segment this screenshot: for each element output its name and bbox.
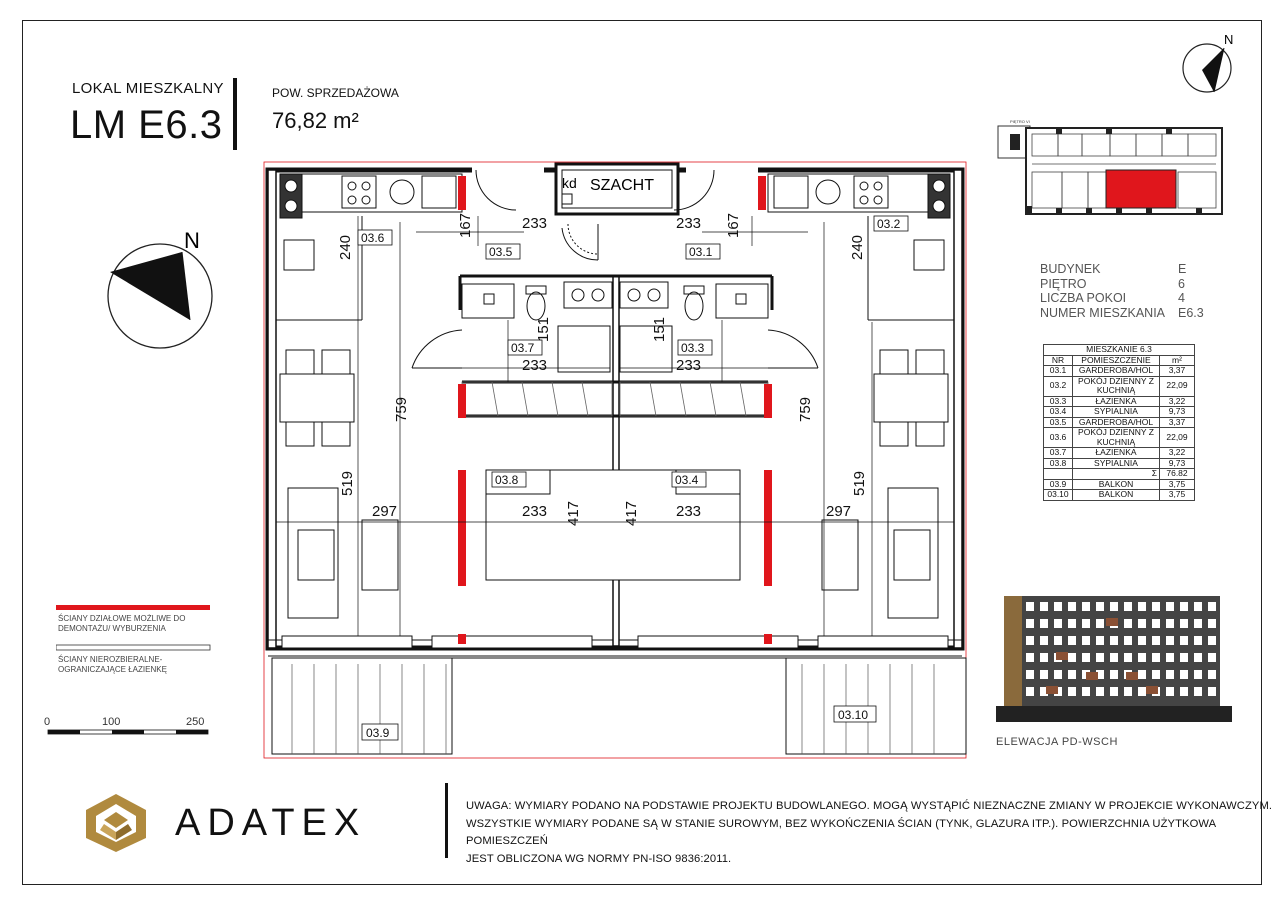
table-header: POMIESZCZENIE bbox=[1073, 355, 1160, 366]
area-value: 76,82 m² bbox=[272, 108, 359, 133]
brand-name: ADATEX bbox=[175, 802, 367, 844]
room-tag: 03.4 bbox=[675, 473, 699, 487]
dimension-label: 167 bbox=[457, 212, 474, 238]
info-key: BUDYNEK bbox=[1040, 262, 1101, 276]
note-line: UWAGA: WYMIARY PODANO NA PODSTAWIE PROJEKTU BUDOWLANEGO. MOGĄ WYSTĄPIĆ NIEZNACZNE ZMIANY W PROJEKCIE WYKONAWCZYM. bbox=[466, 800, 1273, 812]
table-row: 03.5 GARDEROBA/HOL 3,37 bbox=[1044, 417, 1195, 428]
info-value: 4 bbox=[1178, 291, 1185, 305]
dimension-label: 233 bbox=[676, 503, 702, 520]
header-divider bbox=[233, 78, 237, 150]
room-table bbox=[1043, 344, 1195, 501]
dimension-label: 240 bbox=[337, 234, 354, 260]
table-row: 03.10 BALKON 3,75 bbox=[1044, 490, 1195, 501]
room-tag: 03.1 bbox=[689, 245, 713, 259]
info-key: LICZBA POKOI bbox=[1040, 291, 1127, 305]
scale-tick: 0 bbox=[44, 716, 51, 728]
shaft-label: SZACHT bbox=[590, 177, 654, 194]
scale-tick: 100 bbox=[102, 716, 121, 728]
dimension-label: 167 bbox=[725, 212, 742, 238]
room-tag: 03.9 bbox=[366, 726, 390, 740]
table-row: 03.6 POKÓJ DZIENNY Z KUCHNIĄ 22,09 bbox=[1044, 428, 1195, 448]
scale-tick: 250 bbox=[186, 716, 205, 728]
adatex-logo-icon bbox=[80, 792, 152, 854]
note-line: WSZYSTKIE WYMIARY PODANE SĄ W STANIE SUROWYM, BEZ WYKOŃCZENIA ŚCIAN (TYNK, GLAZURA ITP.). POWIERZCHNIA UŻYTKOWA POMIESZCZEŃ bbox=[466, 817, 1216, 847]
table-row: 03.8 SYPIALNIA 9,73 bbox=[1044, 458, 1195, 469]
floor-plan bbox=[262, 160, 970, 760]
info-value: E6.3 bbox=[1178, 305, 1204, 320]
legend-outline-swatch bbox=[56, 645, 210, 650]
dimension-label: 759 bbox=[393, 396, 410, 422]
dimension-label: 759 bbox=[797, 396, 814, 422]
room-tag: 03.2 bbox=[877, 217, 901, 231]
dimension-label: 233 bbox=[522, 215, 548, 232]
room-tag: 03.7 bbox=[511, 341, 535, 355]
dimension-label: 233 bbox=[522, 357, 548, 374]
info-value: E bbox=[1178, 262, 1187, 276]
unit-code: LM E6.3 bbox=[70, 103, 223, 147]
shaft-kd-label: kd bbox=[562, 175, 577, 191]
dimension-label: 233 bbox=[676, 357, 702, 374]
dimension-label: 233 bbox=[676, 215, 702, 232]
table-row: 03.3 ŁAZIENKA 3,22 bbox=[1044, 396, 1195, 407]
legend-outline-label: ŚCIANY NIEROZBIERALNE-OGRANICZAJĄCE ŁAZIENKĘ bbox=[58, 655, 167, 674]
north-arrow-icon bbox=[1202, 48, 1224, 92]
dimension-label: 297 bbox=[826, 503, 852, 520]
key-plan bbox=[996, 116, 1226, 222]
legend-red-label: ŚCIANY DZIAŁOWE MOŻLIWE DO DEMONTAŻU/ WYBURZENIA bbox=[58, 614, 186, 633]
room-tag: 03.8 bbox=[495, 473, 519, 487]
table-title: MIESZKANIE 6.3 bbox=[1044, 345, 1195, 356]
table-header: m² bbox=[1160, 355, 1195, 366]
info-key: NUMER MIESZKANIA bbox=[1040, 305, 1166, 320]
room-tag: 03.3 bbox=[681, 341, 705, 355]
north-arrow-icon bbox=[110, 252, 190, 320]
key-plan-highlight bbox=[1106, 170, 1176, 208]
dimension-label: 240 bbox=[849, 234, 866, 260]
dimension-label: 233 bbox=[522, 503, 548, 520]
north-arrow-large bbox=[96, 222, 226, 352]
dimension-label: 151 bbox=[535, 316, 552, 342]
footer-divider bbox=[445, 783, 448, 858]
dimension-label: 417 bbox=[623, 500, 640, 526]
table-row: 03.2 POKÓJ DZIENNY Z KUCHNIĄ 22,09 bbox=[1044, 376, 1195, 396]
table-row: 03.7 ŁAZIENKA 3,22 bbox=[1044, 448, 1195, 459]
disclaimer-notes bbox=[466, 798, 1280, 868]
legend-red-swatch bbox=[56, 605, 210, 610]
north-label: N bbox=[1224, 32, 1234, 47]
dimension-label: 297 bbox=[372, 503, 398, 520]
key-plan-label: PIĘTRO VI bbox=[1010, 119, 1030, 124]
scale-bar bbox=[44, 712, 214, 738]
table-row: 03.4 SYPIALNIA 9,73 bbox=[1044, 407, 1195, 418]
table-row: 03.1 GARDEROBA/HOL 3,37 bbox=[1044, 366, 1195, 377]
info-key: PIĘTRO bbox=[1040, 276, 1087, 291]
room-tag: 03.10 bbox=[838, 708, 869, 722]
party-wall bbox=[613, 276, 619, 646]
note-line: JEST OBLICZONA WG NORMY PN-ISO 9836:2011. bbox=[466, 852, 732, 865]
area-label: POW. SPRZEDAŻOWA bbox=[272, 86, 399, 100]
dimension-label: 151 bbox=[651, 316, 668, 342]
unit-info bbox=[1040, 262, 1204, 320]
north-label: N bbox=[184, 228, 200, 253]
dimension-label: 519 bbox=[339, 470, 356, 496]
table-sum-row: Σ 76.82 bbox=[1044, 469, 1195, 480]
dimension-label: 519 bbox=[851, 470, 868, 496]
elevation-thumbnail bbox=[996, 594, 1232, 734]
north-arrow-small bbox=[1180, 30, 1242, 96]
info-value: 6 bbox=[1178, 276, 1185, 291]
dimension-label: 417 bbox=[565, 500, 582, 526]
room-tag: 03.6 bbox=[361, 231, 385, 245]
unit-type-label: LOKAL MIESZKALNY bbox=[72, 80, 224, 97]
table-row: 03.9 BALKON 3,75 bbox=[1044, 479, 1195, 490]
table-header: NR bbox=[1044, 355, 1073, 366]
elevation-label: ELEWACJA PD-WSCH bbox=[996, 736, 1118, 748]
room-tag: 03.5 bbox=[489, 245, 513, 259]
